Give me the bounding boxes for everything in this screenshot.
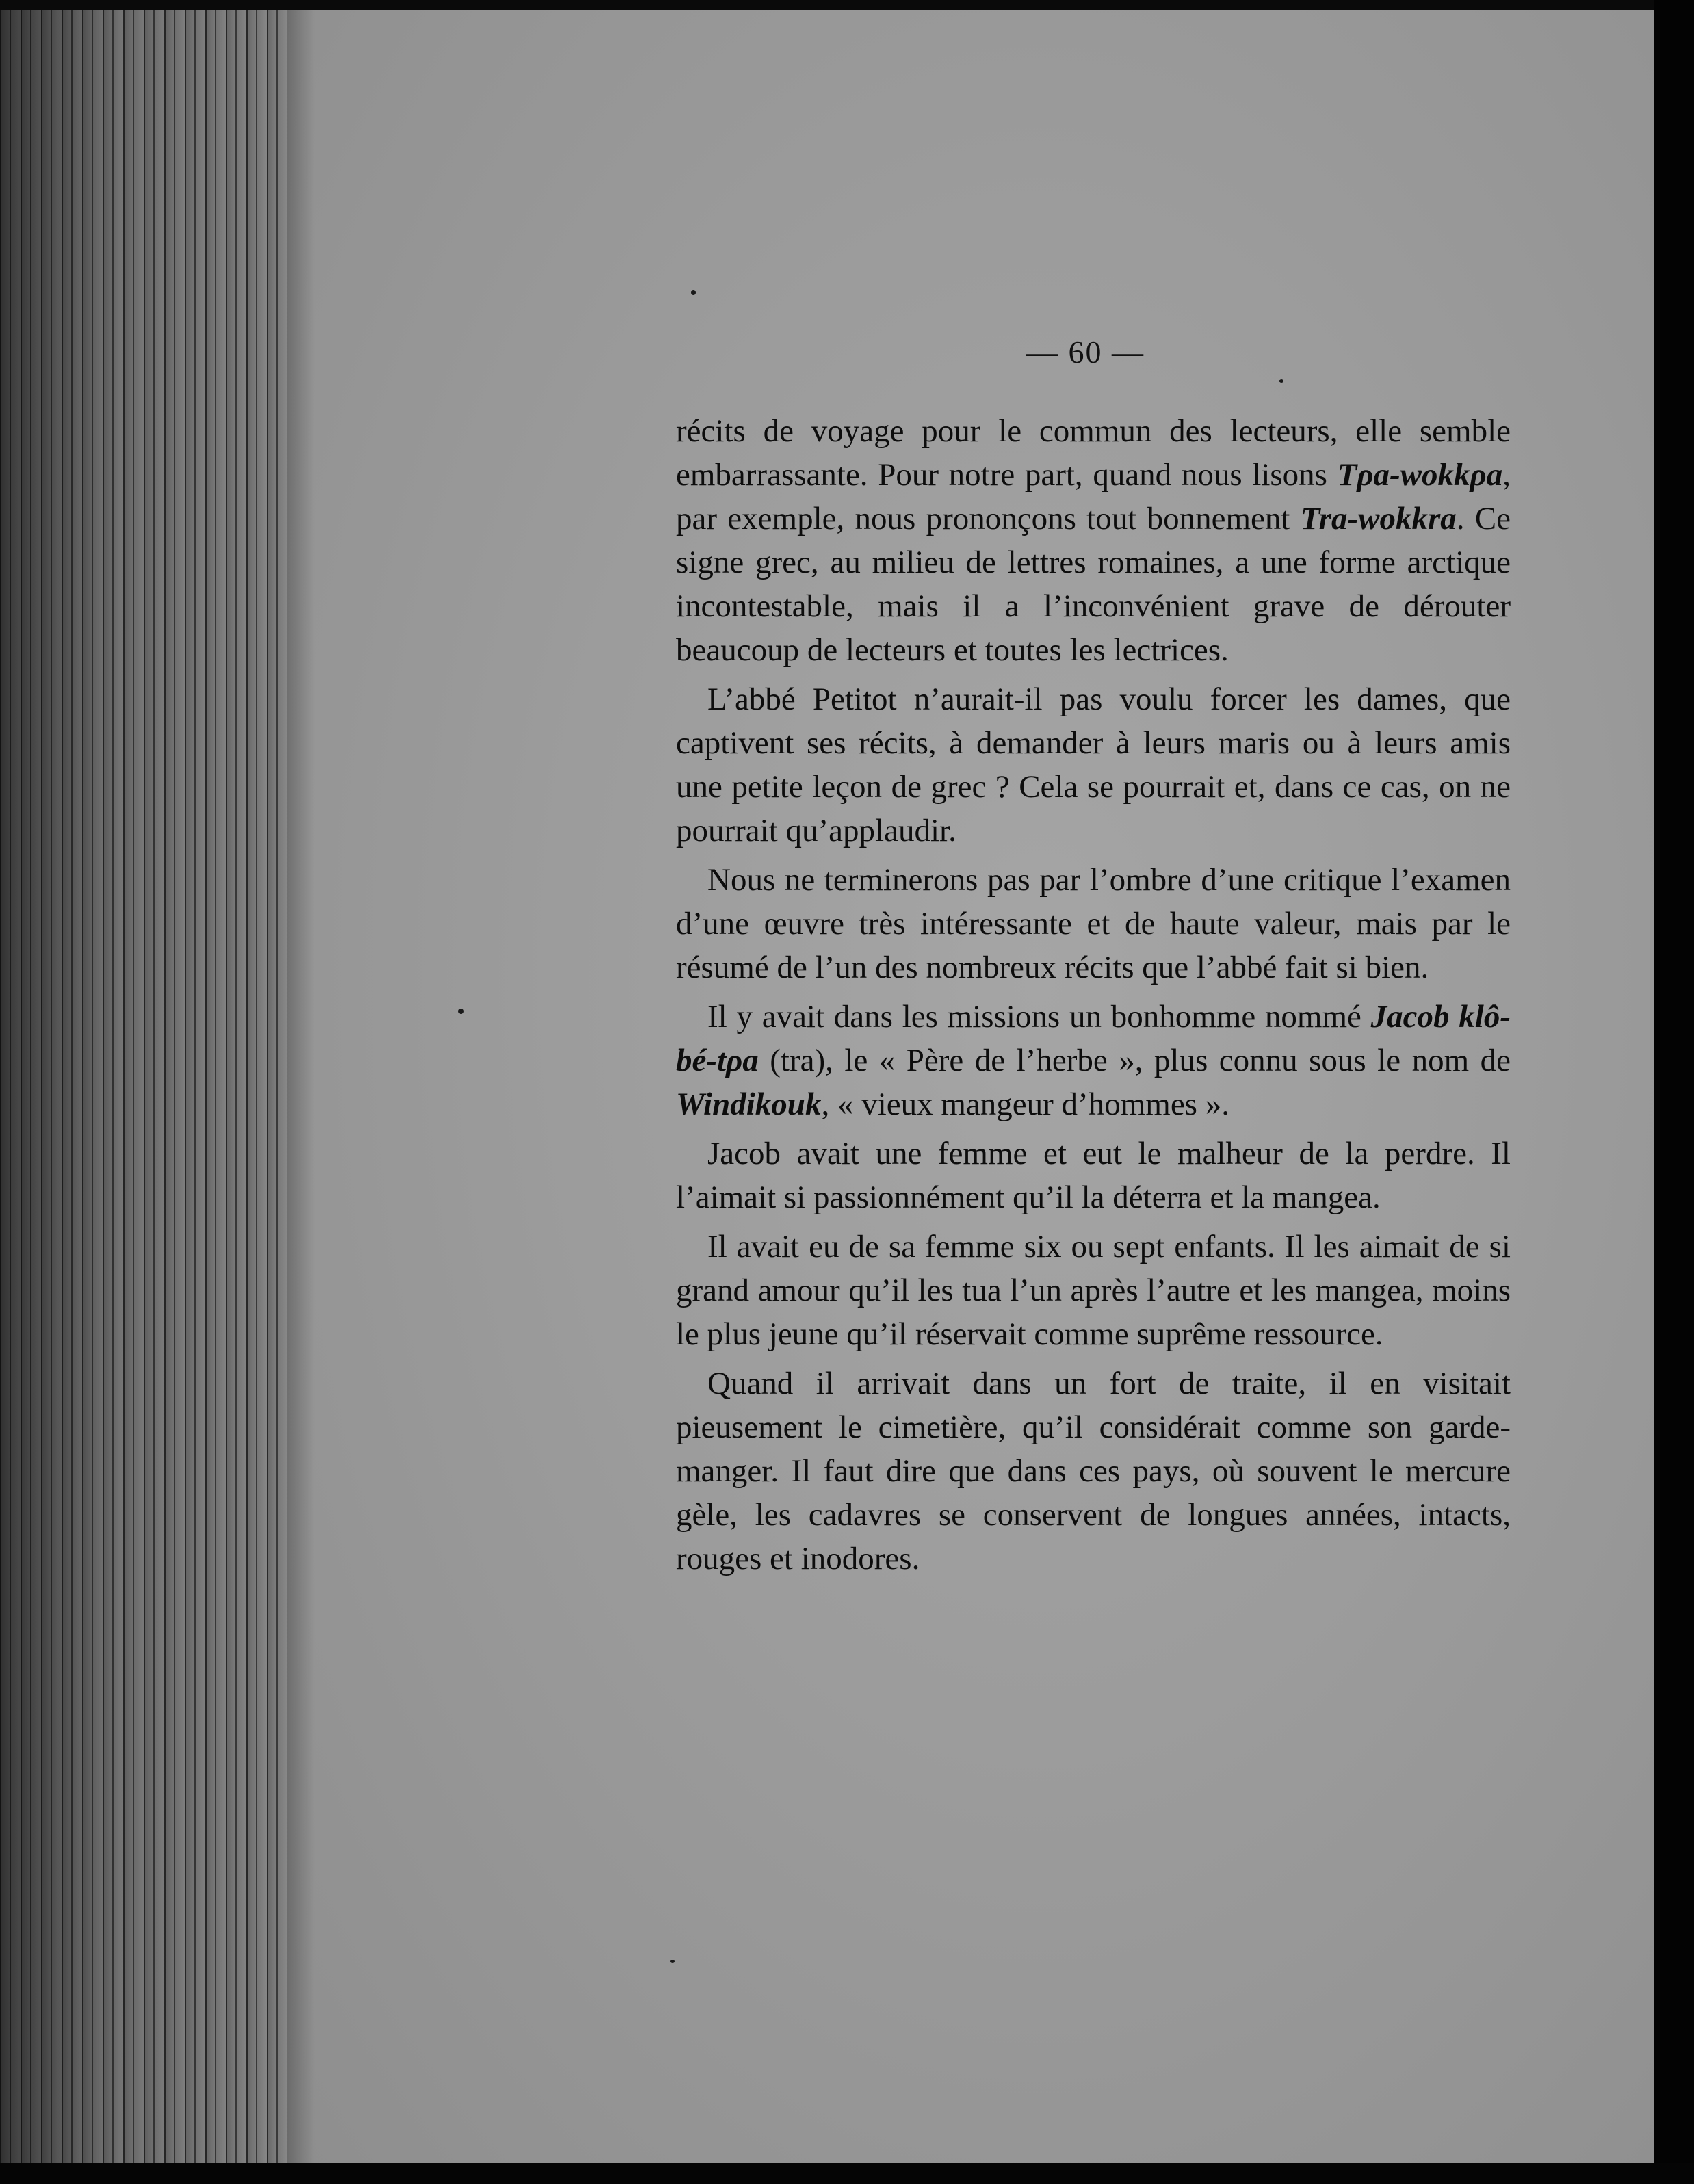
paper-speck — [691, 290, 696, 295]
paragraph — [676, 995, 1511, 1126]
text-run: , « vieux mangeur d’hommes ». — [821, 1087, 1229, 1122]
italic-term: Tra-wokkra — [1300, 501, 1457, 536]
page-number: — 60 — — [1026, 335, 1145, 369]
text-run: Jacob avait une femme et eut le malheur de la perdre. Il l’aimait si passionnément qu’il la déterra et la mangea. — [676, 1136, 1511, 1215]
italic-term: Jacob klô-bé-tρa — [676, 999, 1511, 1078]
text-run: Nous ne terminerons pas par l’ombre d’une critique l’examen d’une œuvre très intéressante et de haute valeur, mais par le résumé de l’un des nombreux récits que l’abbé fait si bien. — [676, 862, 1511, 985]
paragraph — [676, 677, 1511, 853]
text-run: , par exemple, nous prononçons tout bonnement — [676, 457, 1511, 536]
text-run: (tra), le « Père de l’herbe », plus connu sous le nom de — [758, 1043, 1511, 1078]
paragraph — [676, 1132, 1511, 1219]
paragraph — [676, 858, 1511, 989]
text-run: . Ce signe grec, au milieu de lettres romaines, a une forme arctique incontestable, mais il a l’inconvénient grave de dérouter beaucoup de lecteurs et toutes les lectrices. — [676, 501, 1511, 668]
paper-speck — [458, 1009, 464, 1014]
text-run: récits de voyage pour le commun des lecteurs, elle semble embarrassante. Pour notre part, quand nous lisons — [676, 413, 1511, 493]
paragraph — [676, 1225, 1511, 1356]
text-run: Quand il arrivait dans un fort de traite, il en visitait pieusement le cimetière, qu’il considérait comme son garde-manger. Il faut dire que dans ces pays, où souvent le mercure gèle, les cadavres se conservent de longues années, intacts, rouges et inodores. — [676, 1366, 1511, 1576]
paragraph — [676, 409, 1511, 672]
book-page-edges — [0, 10, 294, 2165]
body-text — [676, 409, 1511, 1586]
italic-term: Windikouk — [676, 1087, 822, 1122]
scan-border-bottom — [0, 2163, 1694, 2184]
text-run: L’abbé Petitot n’aurait-il pas voulu forcer les dames, que captivent ses récits, à demander à leurs maris ou à leurs amis une petite leçon de grec ? Cela se pourrait et, dans ce cas, on ne pourrait qu’applaudir. — [676, 681, 1511, 848]
paper-speck — [1279, 379, 1283, 383]
italic-term: Tρa-wokkρa — [1337, 457, 1503, 493]
scan-border-right — [1654, 0, 1694, 2184]
text-run: Il avait eu de sa femme six ou sept enfants. Il les aimait de si grand amour qu’il les tua l’un après l’autre et les mangea, moins le plus jeune qu’il réservait comme suprême ressource. — [676, 1229, 1511, 1352]
paper-speck — [670, 1960, 675, 1963]
paragraph — [676, 1362, 1511, 1581]
text-run: Il y avait dans les missions un bonhomme nommé — [707, 999, 1371, 1035]
